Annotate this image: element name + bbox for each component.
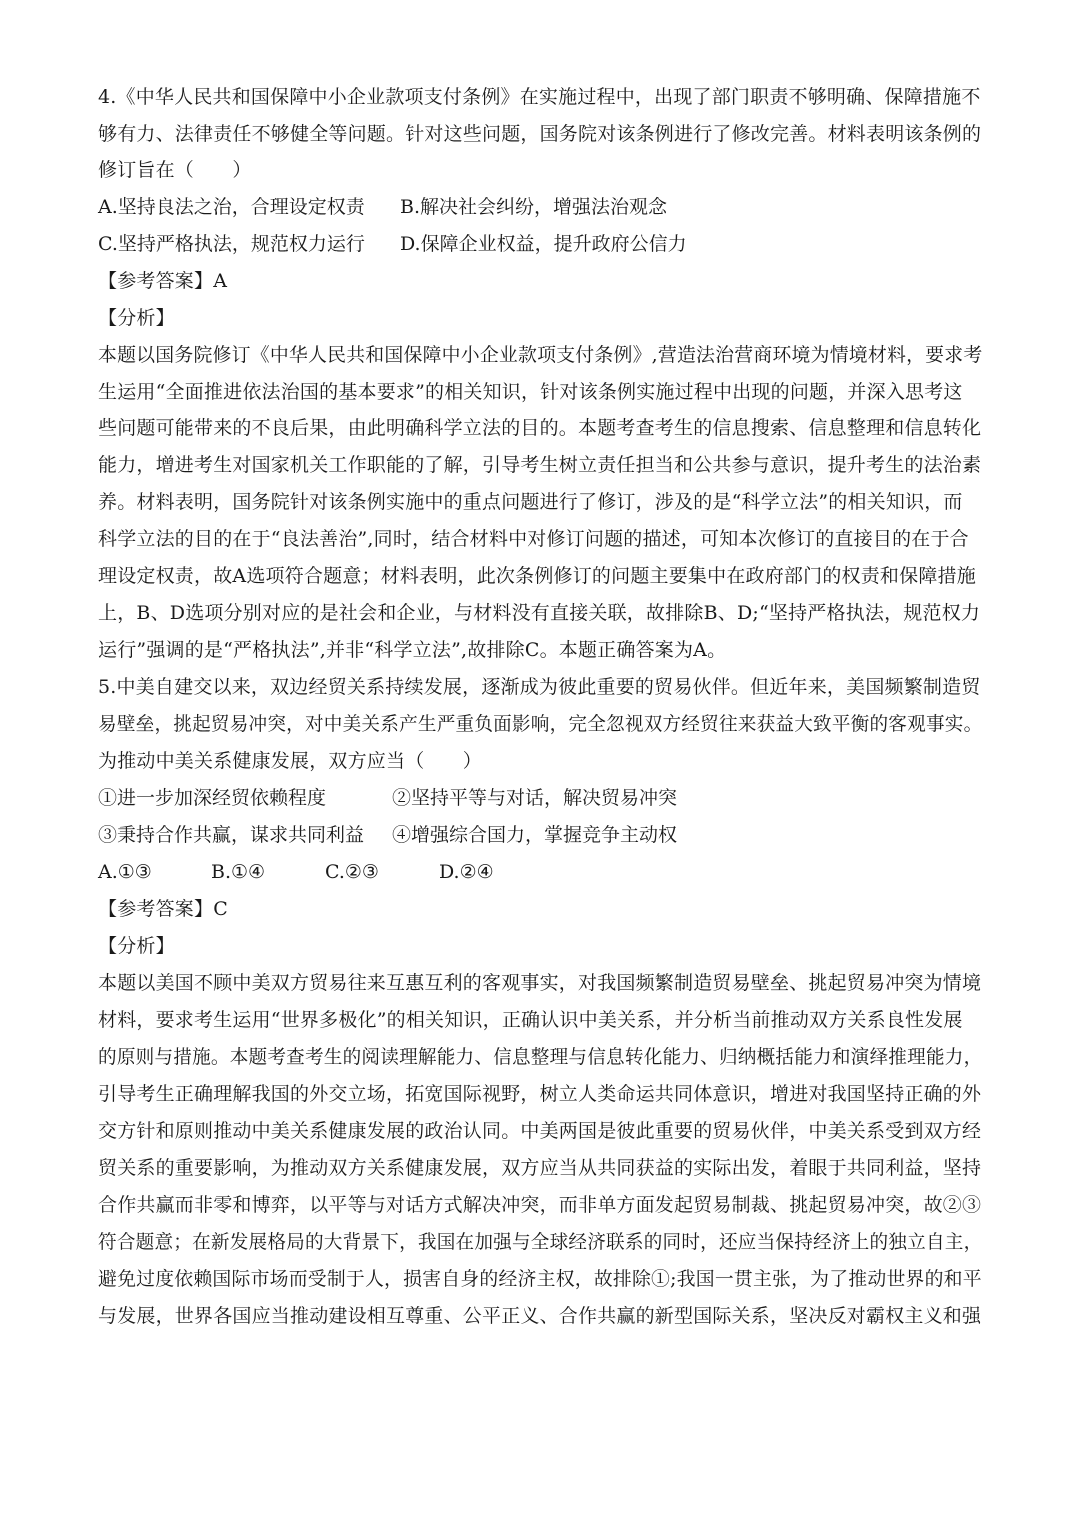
q4-analysis-line-5: 养。材料表明，国务院针对该条例实施中的重点问题进行了修订，涉及的是“科学立法”的相关知识，而 [98,491,963,513]
q5-stem-line-3: 为推动中美关系健康发展，双方应当（ ） [98,750,483,772]
q4-analysis-line-8: 上，B、D选项分别对应的是社会和企业，与材料没有直接关联，故排除B、D;“坚持严格执法，规范权力 [98,602,981,624]
q5-analysis-line-6: 贸关系的重要影响，为推动双方关系健康发展，双方应当从共同获益的实际出发，着眼于共同利益，坚持 [98,1157,982,1179]
q5-stem-line-2: 易壁垒，挑起贸易冲突，对中美关系产生严重负面影响，完全忽视双方经贸往来获益大致平衡的客观事实。 [98,713,983,735]
q5-option-c: C.②③ [325,861,379,883]
q5-analysis-line-3: 的原则与措施。本题考查考生的阅读理解能力、信息整理与信息转化能力、归纳概括能力和演绎推理能力， [98,1046,983,1068]
q4-analysis-line-1: 本题以国务院修订《中华人民共和国保障中小企业款项支付条例》,营造法治营商环境为情境材料，要求考 [98,344,983,366]
q4-analysis-line-2: 生运用“全面推进依法治国的基本要求”的相关知识，针对该条例实施过程中出现的问题，并深入思考这 [98,381,963,403]
q4-option-a: A.坚持良法之治，合理设定权责 [98,196,365,218]
q5-answer: 【参考答案】C [98,898,228,920]
q5-option-a: A.①③ [98,861,152,883]
q5-analysis-line-10: 与发展，世界各国应当推动建设相互尊重、公平正义、合作共赢的新型国际关系，坚决反对霸权主义和强 [98,1305,982,1327]
q5-analysis-line-7: 合作共赢而非零和博弈，以平等与对话方式解决冲突，而非单方面发起贸易制裁、挑起贸易冲突，故②③ [98,1194,982,1216]
q4-analysis-heading: 【分析】 [98,307,175,329]
q5-analysis-heading: 【分析】 [98,935,175,957]
q4-analysis-line-7: 理设定权责，故A选项符合题意；材料表明，此次条例修订的问题主要集中在政府部门的权责和保障措施 [98,565,976,587]
q4-option-d: D.保障企业权益，提升政府公信力 [400,233,687,255]
q4-option-c: C.坚持严格执法，规范权力运行 [98,233,365,255]
q4-analysis-line-4: 能力，增进考生对国家机关工作职能的了解，引导考生树立责任担当和公共参与意识，提升考生的法治素 [98,454,982,476]
q4-stem-line-2: 够有力、法律责任不够健全等问题。针对这些问题，国务院对该条例进行了修改完善。材料表明该条例的 [98,123,982,145]
q5-option-b: B.①④ [211,861,266,883]
q5-stem-line-1: 5.中美自建交以来，双边经贸关系持续发展，逐渐成为彼此重要的贸易伙伴。但近年来，美国频繁制造贸 [98,676,981,698]
q5-statement-1: ①进一步加深经贸依赖程度 [98,787,327,809]
q4-analysis-line-3: 些问题可能带来的不良后果，由此明确科学立法的目的。本题考查考生的信息搜索、信息整理和信息转化 [98,417,982,439]
q5-statement-2: ②坚持平等与对话，解决贸易冲突 [392,787,678,809]
q5-analysis-line-2: 材料，要求考生运用“世界多极化”的相关知识，正确认识中美关系，并分析当前推动双方关系良性发展 [98,1009,963,1031]
q5-analysis-line-4: 引导考生正确理解我国的外交立场，拓宽国际视野，树立人类命运共同体意识，增进对我国坚持正确的外 [98,1083,982,1105]
q5-statement-4: ④增强综合国力，掌握竞争主动权 [392,824,678,846]
q5-analysis-line-5: 交方针和原则推动中美关系健康发展的政治认同。中美两国是彼此重要的贸易伙伴，中美关系受到双方经 [98,1120,982,1142]
q4-analysis-line-6: 科学立法的目的在于“良法善治”,同时，结合材料中对修订问题的描述，可知本次修订的直接目的在于合 [98,528,969,550]
q4-answer: 【参考答案】A [98,270,228,292]
q4-option-b: B.解决社会纠纷，增强法治观念 [400,196,668,218]
q4-stem-line-1: 4.《中华人民共和国保障中小企业款项支付条例》在实施过程中，出现了部门职责不够明确、保障措施不 [98,86,981,108]
q5-analysis-line-9: 避免过度依赖国际市场而受制于人，损害自身的经济主权，故排除①;我国一贯主张，为了推动世界的和平 [98,1268,982,1290]
q4-analysis-line-9: 运行”强调的是“严格执法”,并非“科学立法”,故排除C。本题正确答案为A。 [98,639,727,661]
q5-option-d: D.②④ [439,861,494,883]
q4-stem-line-3: 修订旨在（ ） [98,159,252,181]
q5-statement-3: ③秉持合作共赢，谋求共同利益 [98,824,365,846]
q5-analysis-line-1: 本题以美国不顾中美双方贸易往来互惠互利的客观事实，对我国频繁制造贸易壁垒、挑起贸易冲突为情境 [98,972,982,994]
q5-analysis-line-8: 符合题意；在新发展格局的大背景下，我国在加强与全球经济联系的同时，还应当保持经济上的独立自主， [98,1231,983,1253]
